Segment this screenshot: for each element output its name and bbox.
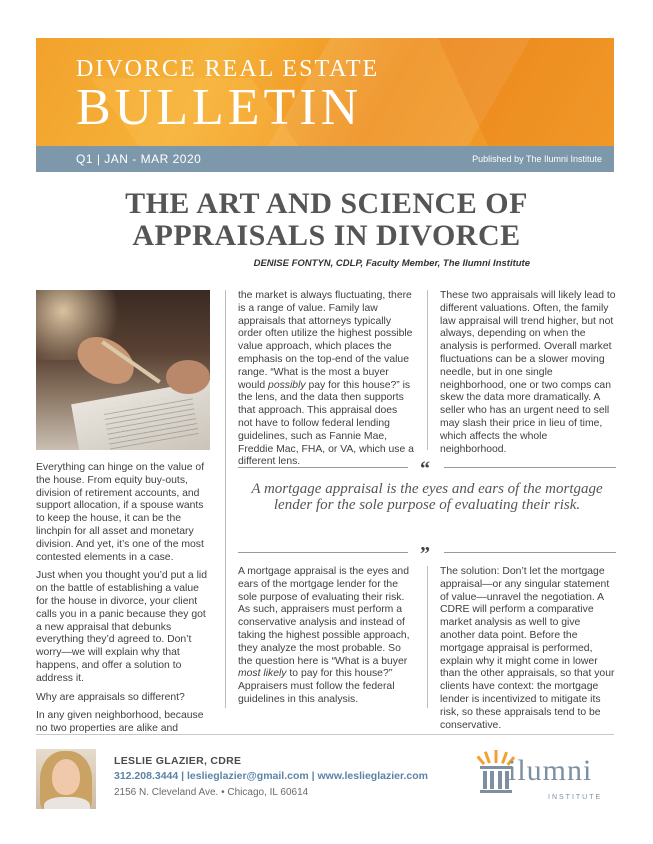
issue-date: Q1 | JAN - MAR 2020	[76, 152, 202, 166]
agent-contact[interactable]: 312.208.3444 | leslieglazier@gmail.com | www.leslieglazier.com	[114, 770, 428, 782]
close-quote-icon: ”	[420, 543, 430, 565]
issue-bar	[36, 146, 614, 172]
column-2	[238, 290, 414, 475]
pullquote-rule	[238, 552, 408, 553]
column-divider	[225, 290, 226, 708]
masthead-line1: DIVORCE REAL ESTATE	[76, 56, 380, 82]
agent-avatar	[36, 749, 96, 809]
column-1	[36, 462, 212, 742]
pull-quote: A mortgage appraisal is the eyes and ears of the mortgage lender for the sole purpose of evaluating their risk.	[251, 481, 603, 513]
column-divider	[427, 290, 428, 450]
article-photo	[36, 290, 210, 450]
column-4	[238, 566, 414, 713]
agent-address: 2156 N. Cleveland Ave. • Chicago, IL 60614	[114, 787, 309, 798]
title-line1: THE ART AND SCIENCE OF	[125, 187, 528, 220]
logo-subtitle: INSTITUTE	[548, 794, 603, 801]
paragraph: Why are appraisals so different?	[36, 691, 185, 703]
agent-name: LESLIE GLAZIER, CDRE	[114, 755, 242, 767]
paragraph: These two appraisals will likely lead to different valuations. Often, the family law appraisal will trend higher, but not always, depending on when the analysis is performed. Overall market fluctuations can be a slower moving needle, but in one single neighborhood, one or two comps can skew the data more dramatically. A seller who has an urgent need to sell may slash their price in lieu of time, which affects the whole neighborhood.	[440, 290, 616, 455]
column-5	[440, 566, 616, 738]
column-3	[440, 290, 616, 462]
pullquote-rule	[238, 467, 408, 468]
title-line2: APPRAISALS IN DIVORCE	[132, 219, 521, 252]
pullquote-rule	[444, 467, 616, 468]
paragraph: Everything can hinge on the value of the house. From equity buy-outs, division of retirement accounts, and support allocation, if a spouse wants to keep the house, it can be the linchpin for all asset and monetary division. And yet, it’s one of the most contested elements in a case.	[36, 462, 205, 563]
logo-wordmark: ilumni	[508, 754, 593, 787]
masthead-banner	[36, 38, 614, 146]
paragraph: A mortgage appraisal is the eyes and ears of the mortgage lender for the sole purpose of evaluating their risk. As such, appraisers must perform a conservative analysis and instead of taking the highest possible approach, they analyze the most probable. So the question here is “What is a buyer most likely to pay for this house?” Appraisers must follow the federal guidelines in this analysis.	[238, 566, 410, 705]
paragraph: Just when you thought you’d put a lid on the battle of establishing a value for the house in divorce, your client calls you in a panic because they got a new appraisal that debunks everything they’d agreed to. Don’t worry—we will explain why that happens, and offer a solution to address it.	[36, 570, 207, 684]
footer-divider	[36, 734, 614, 735]
publisher-credit: Published by The Ilumni Institute	[472, 154, 602, 164]
article-title	[60, 188, 593, 252]
paragraph: The solution: Don’t let the mortgage appraisal—or any singular statement of value—unravel the negotiation. A CDRE will perform a comparative market analysis as well to give another data point. Before the mortgage appraisal is performed, explain why it might come in lower than the other appraisals, so that your clients have context: the mortgage lender is incentivized to mitigate its risk, so these appraisals tend to be conservative.	[440, 566, 615, 731]
byline: DENISE FONTYN, CDLP, Faculty Member, The Ilumni Institute	[253, 258, 530, 269]
open-quote-icon: “	[420, 458, 430, 480]
column-divider	[427, 566, 428, 708]
masthead-title: BULLETIN	[76, 79, 363, 136]
pullquote-rule	[444, 552, 616, 553]
paragraph: In any given neighborhood, because no two properties are alike and	[36, 710, 204, 735]
paragraph: the market is always fluctuating, there is a range of value. Family law appraisals that attorneys typically order often utilize the highest possible value approach, which places the emphasis on the top-end of the value range. “What is the most a buyer would possibly pay for this house?” is the lens, and the data then supports that approach. This appraisal does not have to follow federal lending guidelines, such as Fannie Mae, Freddie Mac, FHA, or VA, which use a different lens.	[238, 290, 414, 468]
